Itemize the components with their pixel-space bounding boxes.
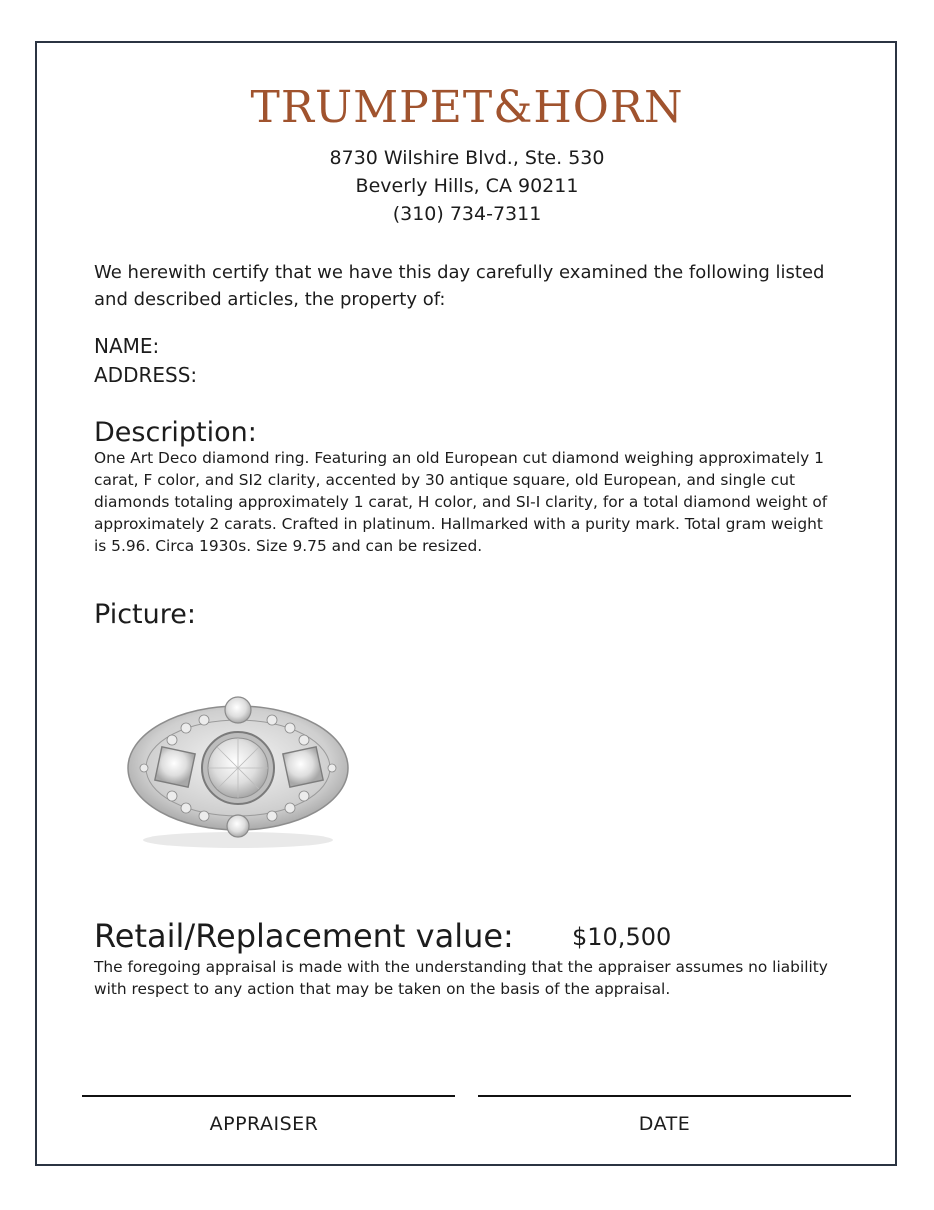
date-signature-line <box>478 1095 851 1097</box>
name-label: NAME: <box>94 334 160 358</box>
appraiser-signature-line <box>82 1095 455 1097</box>
address-line-1: 8730 Wilshire Blvd., Ste. 530 <box>329 147 605 169</box>
picture-heading: Picture: <box>94 599 196 630</box>
certification-text: We herewith certify that we have this day carefully examined the following listed and described articles, the property of: <box>94 262 825 310</box>
phone-number: (310) 734-7311 <box>392 203 542 225</box>
description-heading: Description: <box>94 417 257 448</box>
appraiser-label: APPRAISER <box>209 1113 319 1135</box>
value-label: Retail/Replacement value: <box>94 917 514 955</box>
disclaimer-text: The foregoing appraisal is made with the understanding that the appraiser assumes no liability with respect to any action that may be taken on the basis of the appraisal. <box>94 958 828 998</box>
value-amount: $10,500 <box>572 923 672 951</box>
brand-logo: TRUMPET&HORN <box>250 82 684 133</box>
ring-photo <box>120 680 360 850</box>
description-text: One Art Deco diamond ring. Featuring an old European cut diamond weighing approximately 1 carat, F color, and SI2 clarity, accented by 30 antique square, old European, and single cut diamonds totaling approximately 1 carat, H color, and SI-I clarity, for a total diamond weight of approximately 2 carats. Crafted in platinum. Hallmarked with a purity mark. Total gram weight is 5.96. Circa 1930s. Size 9.75 and can be resized. <box>94 449 828 555</box>
address-label: ADDRESS: <box>94 363 198 387</box>
address-line-2: Beverly Hills, CA 90211 <box>355 175 579 197</box>
date-label: DATE <box>638 1113 691 1135</box>
